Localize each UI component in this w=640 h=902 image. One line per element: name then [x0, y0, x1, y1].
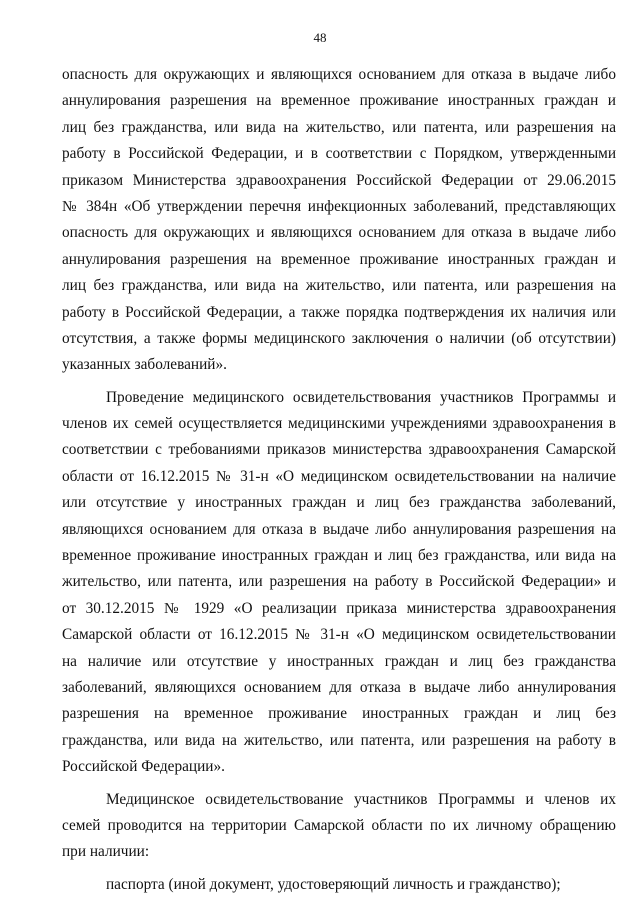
paragraph-3	[62, 787, 616, 866]
text-line: Российской Федерации».	[62, 758, 225, 776]
list-item: паспорта (иной документ, удостоверяющий личность и гражданство);	[106, 875, 561, 893]
text-line: разрешения на временное проживание иностранных граждан и лиц без	[62, 705, 616, 723]
text-line: гражданства, или вида на жительство, или патента, или разрешения на работу в	[62, 731, 616, 749]
text-line: лиц без гражданства, или вида на жительство, или патента, или разрешения на	[62, 118, 616, 136]
text-line: от 30.12.2015 № 1929 «О реализации приказа министерства здравоохранения	[62, 599, 616, 617]
text-line: № 384н «Об утверждении перечня инфекционных заболеваний, представляющих	[62, 197, 616, 215]
text-line: заболеваний, являющихся основанием для отказа в выдаче либо аннулирования	[62, 678, 616, 696]
text-line: указанных заболеваний».	[62, 356, 227, 374]
text-line: работу в Российской Федерации, а также порядка подтверждения их наличия или	[62, 303, 616, 321]
text-line: на наличие или отсутствие у иностранных граждан и лиц без гражданства	[62, 652, 616, 670]
text-line: приказом Министерства здравоохранения Российской Федерации от 29.06.2015	[62, 171, 616, 189]
paragraph-2	[62, 385, 616, 781]
text-line: аннулирования разрешения на временное проживание иностранных граждан и	[62, 250, 616, 268]
paragraph-1	[62, 62, 616, 379]
text-line: опасность для окружающих и являющихся основанием для отказа в выдаче либо	[62, 224, 616, 242]
text-line: отсутствия, а также формы медицинского заключения о наличии (об отсутствии)	[62, 329, 616, 347]
text-line: членов их семей осуществляется медицинскими учреждениями здравоохранения в	[62, 415, 616, 433]
text-line: являющихся основанием для отказа в выдаче либо аннулирования разрешения на	[62, 520, 616, 538]
text-line: Самарской области от 16.12.2015 № 31-н «О медицинском освидетельствовании	[62, 626, 616, 644]
paragraph-4	[62, 872, 616, 898]
text-line: или отсутствие у иностранных граждан и лиц без гражданства заболеваний,	[62, 494, 616, 512]
text-line: жительство, или патента, или разрешения на работу в Российской Федерации» и	[62, 573, 616, 591]
text-line: Медицинское освидетельствование участников Программы и членов их	[106, 790, 616, 808]
text-line: области от 16.12.2015 № 31-н «О медицинском освидетельствовании на наличие	[62, 467, 616, 485]
text-line: соответствии с требованиями приказов министерства здравоохранения Самарской	[62, 441, 616, 459]
document-body	[62, 62, 616, 898]
text-line: работу в Российской Федерации, и в соответствии с Порядком, утвержденными	[62, 145, 616, 163]
text-line: Проведение медицинского освидетельствования участников Программы и	[106, 388, 616, 406]
text-line: временное проживание иностранных граждан и лиц без гражданства, или вида на	[62, 547, 616, 565]
text-line: семей проводится на территории Самарской области по их личному обращению	[62, 816, 616, 834]
text-line: лиц без гражданства, или вида на жительство, или патента, или разрешения на	[62, 277, 616, 295]
text-line: опасность для окружающих и являющихся основанием для отказа в выдаче либо	[62, 66, 616, 83]
page-number: 48	[313, 30, 327, 45]
text-line: аннулирования разрешения на временное проживание иностранных граждан и	[62, 92, 616, 110]
text-line: при наличии:	[62, 843, 150, 861]
